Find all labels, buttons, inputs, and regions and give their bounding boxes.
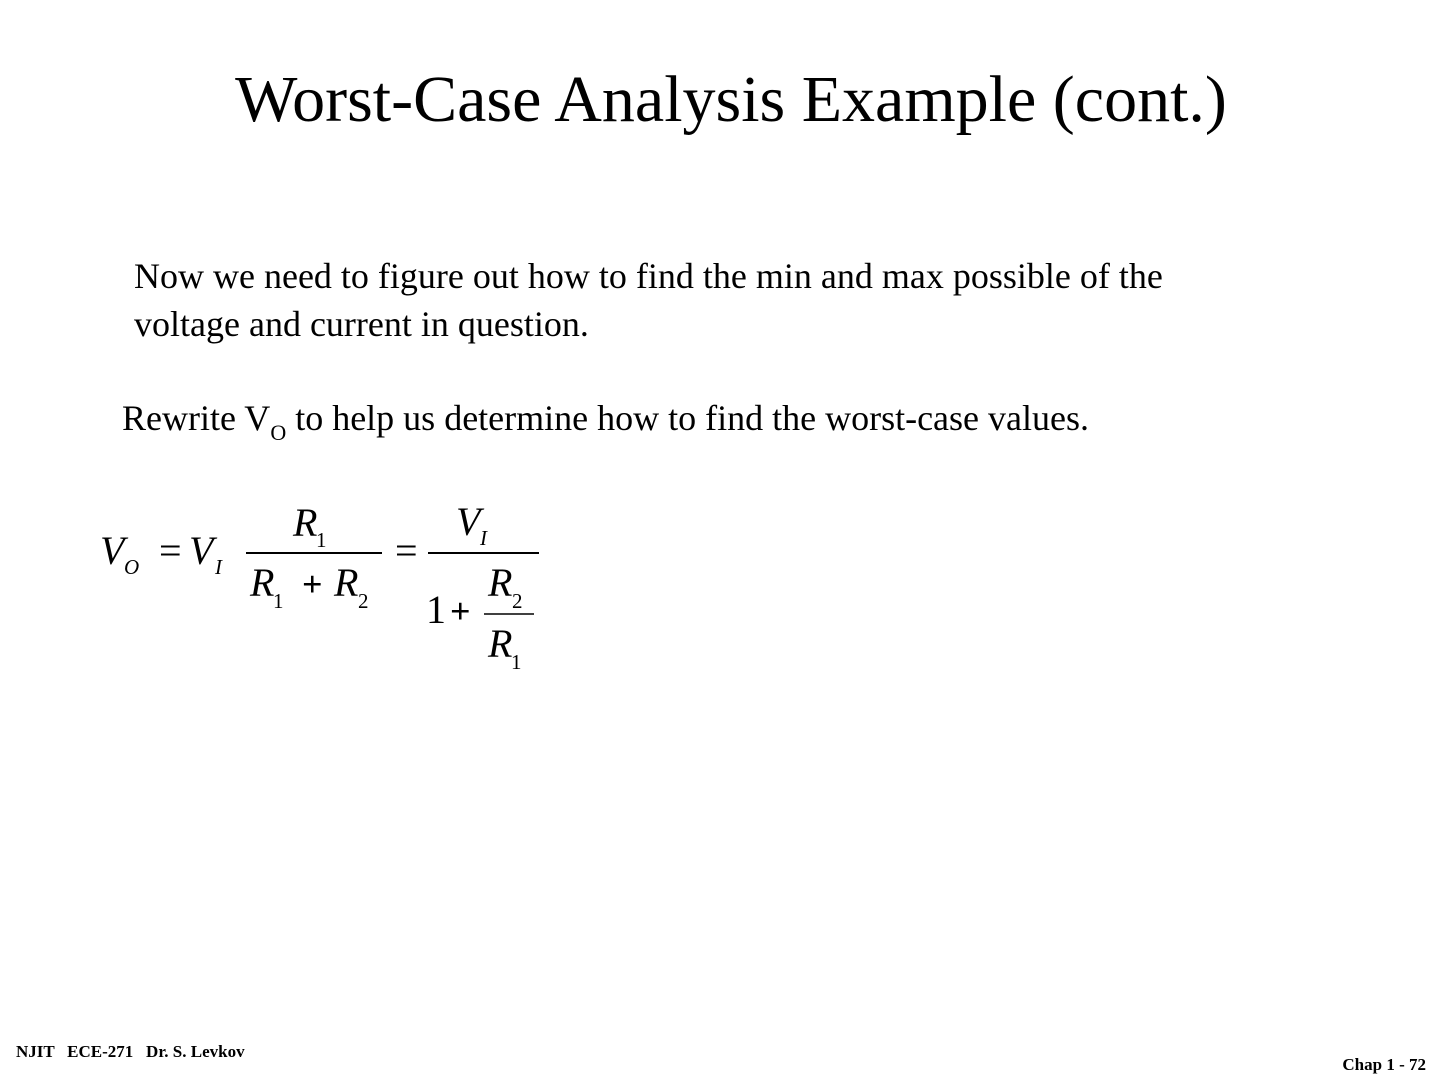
eq-vo-symbol: V bbox=[100, 528, 125, 573]
eq-frac1-den-r2: R bbox=[334, 560, 359, 605]
intro-line-1: Now we need to figure out how to find the min and max possible of the bbox=[134, 256, 1163, 296]
eq-equals-1: = bbox=[159, 528, 182, 573]
vo-equation bbox=[90, 495, 560, 680]
eq-frac1-den-sub1: 1 bbox=[273, 589, 284, 613]
footer-course-info: NJIT ECE-271 Dr. S. Levkov bbox=[16, 1042, 245, 1061]
eq-vo-subscript: O bbox=[124, 555, 140, 579]
rewrite-suffix: to help us determine how to find the worst-case values. bbox=[286, 398, 1089, 438]
eq-inner-den-r: R bbox=[488, 621, 513, 666]
eq-frac1-den-sub2: 2 bbox=[358, 589, 369, 613]
eq-inner-num-r: R bbox=[488, 560, 513, 605]
eq-frac2-num-sub: I bbox=[480, 526, 487, 550]
rewrite-subscript: O bbox=[270, 420, 287, 445]
rewrite-prefix: Rewrite V bbox=[122, 398, 271, 438]
eq-vi-subscript: I bbox=[215, 555, 222, 579]
eq-equals-2: = bbox=[395, 528, 418, 573]
eq-frac2-plus: + bbox=[450, 591, 471, 631]
eq-frac1-plus: + bbox=[302, 564, 323, 604]
eq-vi-symbol: V bbox=[189, 528, 214, 573]
equation-svg bbox=[90, 495, 560, 680]
eq-frac1-den-r1: R bbox=[250, 560, 275, 605]
eq-inner-num-sub: 2 bbox=[512, 589, 523, 613]
eq-frac1-num-r: R bbox=[293, 500, 318, 545]
intro-line-2: voltage and current in question. bbox=[134, 304, 589, 344]
slide-title: Worst-Case Analysis Example (cont.) bbox=[235, 63, 1227, 136]
footer-page-number: Chap 1 - 72 bbox=[1342, 1055, 1426, 1074]
eq-frac1-num-sub: 1 bbox=[316, 528, 327, 552]
eq-inner-den-sub: 1 bbox=[511, 650, 522, 674]
eq-frac2-num-v: V bbox=[456, 499, 481, 544]
eq-frac2-one: 1 bbox=[426, 587, 446, 632]
intro-paragraph bbox=[134, 252, 1344, 348]
rewrite-instruction bbox=[122, 394, 1089, 447]
